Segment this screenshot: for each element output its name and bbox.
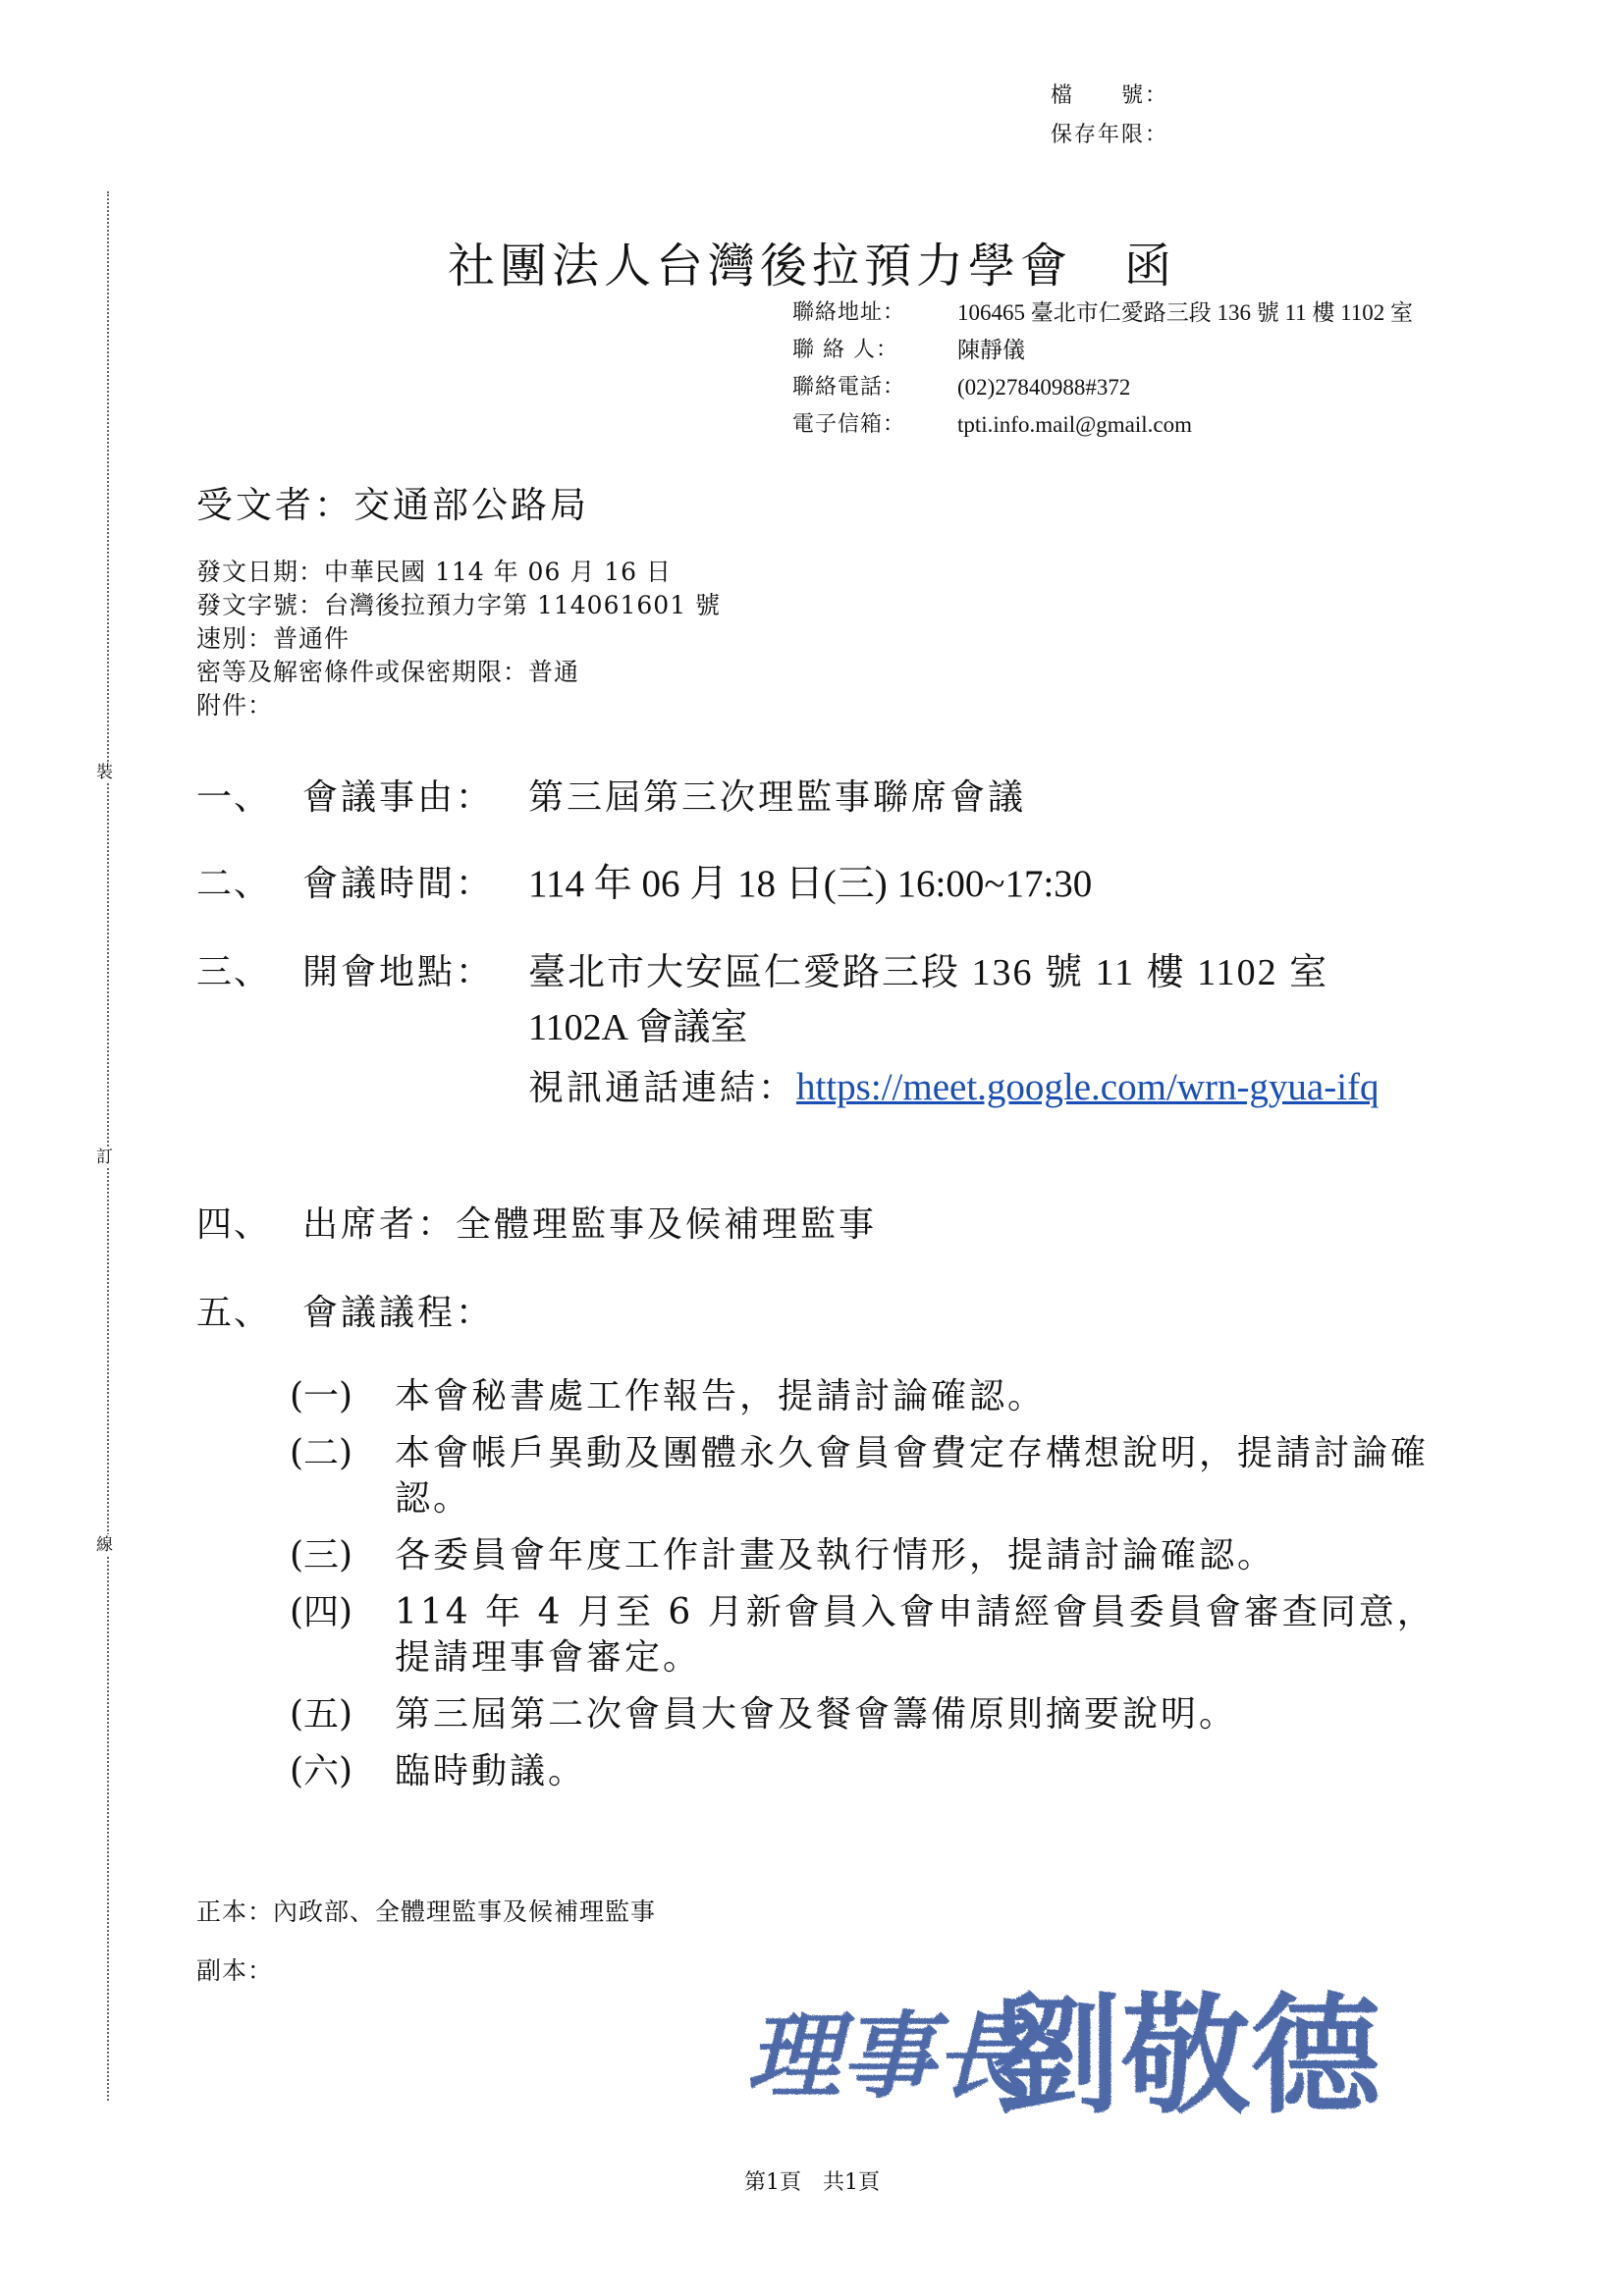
- section-number: 五、: [196, 1293, 272, 1333]
- section-meeting-location: [196, 950, 494, 995]
- agenda-item-number: (一): [290, 1376, 353, 1416]
- svg-text:理事長: 理事長: [746, 2001, 1029, 2111]
- agenda-item-text: 本會帳戶異動及團體永久會員會費定存構想說明，提請討論確認。: [395, 1433, 1430, 1519]
- retention-label: 保存年限：: [1051, 123, 1169, 147]
- issue-meta: [196, 556, 721, 722]
- contact-value: (02)27840988#372: [957, 375, 1131, 400]
- section-meeting-subject: [196, 775, 1026, 821]
- agenda-item-number: (四): [290, 1592, 353, 1632]
- attachment: 附件：: [196, 691, 274, 720]
- contact-value: 106465 臺北市仁愛路三段 136 號 11 樓 1102 室: [957, 300, 1414, 325]
- agenda-item: [290, 1431, 1448, 1522]
- section-meeting-time: [196, 862, 1092, 907]
- copy-duplicate: 副本：: [196, 1956, 274, 1985]
- chairman-signature-stamp: [746, 1973, 1453, 2134]
- contact-row-email: [792, 406, 1605, 444]
- agenda-item: [290, 1374, 1448, 1419]
- svg-text:劉敬德: 劉敬德: [992, 1980, 1380, 2130]
- section-label: 開會地點：: [302, 952, 495, 992]
- section-value: 114 年 06 月 18 日(三) 16:00~17:30: [528, 863, 1093, 905]
- agenda-item-number: (五): [290, 1694, 353, 1735]
- contact-row-address: [792, 294, 1605, 332]
- section-attendees: [196, 1202, 877, 1248]
- video-call-link[interactable]: https://meet.google.com/wrn-gyua-ifq: [796, 1066, 1380, 1108]
- binding-mark-ding: 訂: [96, 1148, 113, 1167]
- agenda-item-text: 第三屆第二次會員大會及餐會籌備原則摘要說明。: [395, 1694, 1238, 1735]
- contact-row-phone: [792, 369, 1605, 406]
- agenda-item: [290, 1533, 1448, 1578]
- binding-mark-xian: 線: [96, 1535, 113, 1555]
- section-number: 二、: [196, 864, 272, 904]
- contact-label: 電子信箱：: [792, 412, 906, 437]
- section-number: 四、: [196, 1204, 272, 1245]
- file-info: [1051, 77, 1168, 155]
- contact-row-person: [792, 332, 1605, 369]
- video-call-line: [528, 1060, 1443, 1116]
- contact-value: 陳靜儀: [957, 338, 1025, 362]
- agenda-item-text: 本會秘書處工作報告，提請討論確認。: [395, 1376, 1047, 1416]
- section-agenda: [196, 1291, 494, 1336]
- secrecy: 密等及解密條件或保密期限：普通: [196, 658, 580, 686]
- agenda-item: [290, 1692, 1448, 1737]
- location-room: 1102A 會議室: [528, 1007, 748, 1048]
- agenda-item-text: 各委員會年度工作計畫及執行情形，提請討論確認。: [395, 1535, 1276, 1575]
- agenda-item-number: (二): [290, 1433, 353, 1473]
- page-footer: 第1頁 共1頁: [744, 2170, 880, 2195]
- section-number: 一、: [196, 777, 272, 818]
- section-label: 會議時間：: [302, 864, 495, 904]
- video-call-label: 視訊通話連結：: [528, 1068, 797, 1108]
- agenda-list: [290, 1374, 1448, 1806]
- issue-number: 發文字號：台灣後拉預力字第 114061601 號: [196, 591, 722, 619]
- section-label: 會議議程：: [302, 1293, 495, 1333]
- binding-mark-zhuang: 裝: [96, 763, 113, 782]
- speed: 速別：普通件: [196, 624, 351, 653]
- agenda-item: [290, 1590, 1448, 1681]
- contact-label: 聯絡地址：: [792, 300, 906, 325]
- section-value: 第三屆第三次理監事聯席會議: [528, 777, 1027, 818]
- section-label: 會議事由：: [302, 777, 495, 818]
- section-label: 出席者：: [302, 1204, 457, 1245]
- copy-original: 正本：內政部、全體理監事及候補理監事: [196, 1897, 657, 1926]
- agenda-item-text: 臨時動議。: [395, 1751, 587, 1791]
- document-title: 社團法人台灣後拉預力學會 函: [447, 239, 1176, 294]
- section-number: 三、: [196, 952, 272, 992]
- agenda-item: [290, 1749, 1448, 1794]
- contact-value: tpti.info.mail@gmail.com: [957, 412, 1193, 437]
- agenda-item-text: 114 年 4 月至 6 月新會員入會申請經會員委員會審查同意，提請理事會審定。: [395, 1592, 1435, 1678]
- agenda-item-number: (三): [290, 1535, 353, 1575]
- location-address: 臺北市大安區仁愛路三段 136 號 11 樓 1102 室: [528, 952, 1329, 993]
- contact-label: 聯絡電話：: [792, 375, 906, 400]
- issue-date: 發文日期：中華民國 114 年 06 月 16 日: [196, 558, 673, 586]
- agenda-item-number: (六): [290, 1751, 353, 1791]
- contact-block: [792, 294, 1605, 444]
- section-value: 全體理監事及候補理監事: [456, 1204, 878, 1245]
- location-details: [528, 950, 1443, 1116]
- file-number-label: 檔 號：: [1051, 83, 1169, 108]
- contact-label: 聯 絡 人：: [792, 338, 898, 362]
- recipient: 受文者：交通部公路局: [196, 484, 589, 526]
